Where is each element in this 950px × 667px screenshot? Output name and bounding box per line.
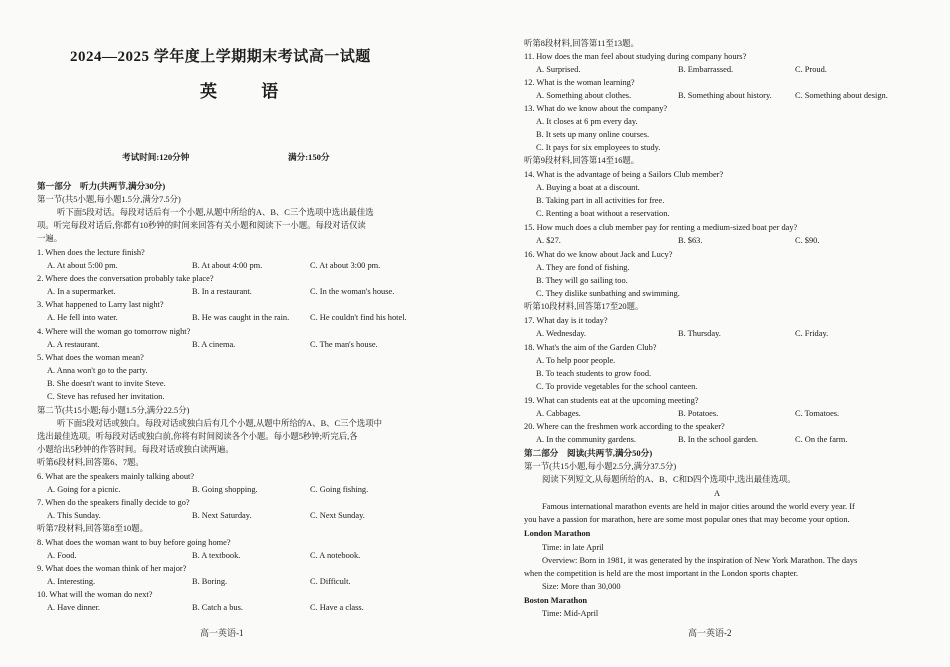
option: A. In a supermarket. [47,287,116,296]
option: C. The man's house. [310,340,378,349]
option: A. Wednesday. [536,329,587,338]
option: C. Steve has refused her invitation. [47,392,165,401]
instruction-line: 项。听完每段对话后,你都有10秒钟的时间来回答有关小题和阅读下一小题。每段对话仅读 [37,221,366,230]
option: B. Thursday. [678,329,721,338]
passage-line: Famous international marathon events are held in major cities around the world every year. If [542,502,855,511]
question: 15. How much does a club member pay for renting a medium-sized boat per day? [524,223,798,232]
section-heading: 第一节(共15小题,每小题2.5分,满分37.5分) [524,462,677,471]
option: B. He was caught in the rain. [192,313,290,322]
page-footer: 高一英语-1 [200,628,244,638]
option: A. $27. [536,236,561,245]
question: 11. How does the man feel about studying during company hours? [524,52,747,61]
instruction-line: 听下面5段对话或独白。每段对话或独白后有几个小题,从题中所给的A、B、C三个选项中 [57,419,382,428]
question: 5. What does the woman mean? [37,353,144,362]
question: 7. When do the speakers finally decide to go? [37,498,190,507]
exam-time: 考试时间:120分钟 [122,152,190,162]
passage-line: Size: More than 30,000 [542,582,621,591]
option: A. Cabbages. [536,409,581,418]
option: C. Next Sunday. [310,511,365,520]
option: A. Anna won't go to the party. [47,366,148,375]
option: B. Something about history. [678,91,772,100]
option: C. They dislike sunbathing and swimming. [536,289,680,298]
question: 13. What do we know about the company? [524,104,668,113]
option: A. Have dinner. [47,603,101,612]
option: B. $63. [678,236,703,245]
exam-score: 满分:150分 [288,152,330,162]
passage-line: when the competition is held are the most important in the London sports chapter. [524,569,798,578]
option: A. He fell into water. [47,313,118,322]
option: B. Taking part in all activities for free. [536,196,665,205]
option: C. To provide vegetables for the school canteen. [536,382,698,391]
event-heading: London Marathon [524,529,591,538]
material-note: 听第7段材料,回答第8至10题。 [37,524,148,533]
question: 2. Where does the conversation probably take place? [37,274,214,283]
option: A. Buying a boat at a discount. [536,183,640,192]
question: 3. What happened to Larry last night? [37,300,164,309]
option: C. It pays for six employees to study. [536,143,661,152]
option: C. Renting a boat without a reservation. [536,209,670,218]
option: C. Something about design. [795,91,888,100]
section-heading: 第二节(共15小题;每小题1.5分,满分22.5分) [37,406,190,415]
option: C. Proud. [795,65,827,74]
option: B. She doesn't want to invite Steve. [47,379,166,388]
option: B. Going shopping. [192,485,258,494]
material-note: 听第9段材料,回答第14至16题。 [524,156,640,165]
option: A. It closes at 6 pm every day. [536,117,638,126]
question: 14. What is the advantage of being a Sailors Club member? [524,170,724,179]
option: A. In the community gardens. [536,435,637,444]
passage-line: you have a passion for marathon, here are some most popular ones that may become your option. [524,515,850,524]
option: B. It sets up many online courses. [536,130,650,139]
question: 20. Where can the freshmen work according to the speaker? [524,422,725,431]
option: A. At about 5:00 pm. [47,261,118,270]
option: A. This Sunday. [47,511,101,520]
option: B. In a restaurant. [192,287,252,296]
question: 6. What are the speakers mainly talking about? [37,472,195,481]
option: B. A cinema. [192,340,236,349]
instruction-line: 一遍。 [37,234,63,243]
exam-title: 2024—2025 学年度上学期期末考试高一试题 [70,49,371,65]
option: A. Something about clothes. [536,91,632,100]
material-note: 听第6段材料,回答第6、7题。 [37,458,144,467]
option: C. On the farm. [795,435,848,444]
option: A. They are fond of fishing. [536,263,630,272]
option: B. Boring. [192,577,228,586]
passage-line: Overview: Born in 1981, it was generated by the inspiration of New York Marathon. The days [542,556,858,565]
option: C. At about 3:00 pm. [310,261,381,270]
passage-label: A [714,489,721,498]
part-heading: 第二部分 阅读(共两节,满分50分) [524,448,653,458]
option: A. Food. [47,551,77,560]
option: B. In the school garden. [678,435,759,444]
page-footer: 高一英语-2 [688,628,732,638]
option: B. Catch a bus. [192,603,243,612]
material-note: 听第10段材料,回答第17至20题。 [524,302,644,311]
option: C. In the woman's house. [310,287,395,296]
option: B. Potatoes. [678,409,719,418]
passage-line: Time: Mid-April [542,609,599,618]
question: 18. What's the aim of the Garden Club? [524,343,657,352]
question: 8. What does the woman want to buy before going home? [37,538,231,547]
option: C. A notebook. [310,551,361,560]
material-note: 听第8段材料,回答第11至13题。 [524,39,639,48]
question: 16. What do we know about Jack and Lucy? [524,250,673,259]
question: 4. Where will the woman go tomorrow night? [37,327,191,336]
option: C. Tomatoes. [795,409,840,418]
option: A. Interesting. [47,577,96,586]
option: B. A textbook. [192,551,241,560]
option: B. Embarrassed. [678,65,734,74]
section-heading: 第一节(共5小题,每小题1.5分,满分7.5分) [37,195,181,204]
question: 12. What is the woman learning? [524,78,635,87]
option: C. He couldn't find his hotel. [310,313,407,322]
option: C. Difficult. [310,577,351,586]
option: C. Friday. [795,329,829,338]
question: 9. What does the woman think of her major? [37,564,187,573]
option: A. A restaurant. [47,340,100,349]
option: B. They will go sailing too. [536,276,628,285]
subject-title: 英 语 [200,82,299,101]
option: A. To help poor people. [536,356,616,365]
option: B. At about 4:00 pm. [192,261,263,270]
instruction-line: 选出最佳选项。听每段对话或独白前,你将有时间阅读各个小题。每小题5秒钟;听完后,各 [37,432,358,441]
instruction-line: 听下面5段对话。每段对话后有一个小题,从题中所给的A、B、C三个选项中选出最佳选 [57,208,374,217]
instruction-line: 小题给出5秒钟的作答时间。每段对话或独白读两遍。 [37,445,234,454]
question: 17. What day is it today? [524,316,608,325]
question: 1. When does the lecture finish? [37,248,145,257]
instruction-line: 阅读下列短文,从每题所给的A、B、C和D四个选项中,选出最佳选项。 [542,475,796,484]
option: B. Next Saturday. [192,511,252,520]
option: A. Surprised. [536,65,581,74]
question: 10. What will the woman do next? [37,590,153,599]
option: C. $90. [795,236,820,245]
exam-page-right [480,0,950,667]
question: 19. What can students eat at the upcoming meeting? [524,396,699,405]
passage-line: Time: in late April [542,543,604,552]
part-heading: 第一部分 听力(共两节,满分30分) [37,181,166,191]
option: C. Have a class. [310,603,364,612]
option: C. Going fishing. [310,485,369,494]
event-heading: Boston Marathon [524,596,588,605]
option: A. Going for a picnic. [47,485,121,494]
option: B. To teach students to grow food. [536,369,652,378]
